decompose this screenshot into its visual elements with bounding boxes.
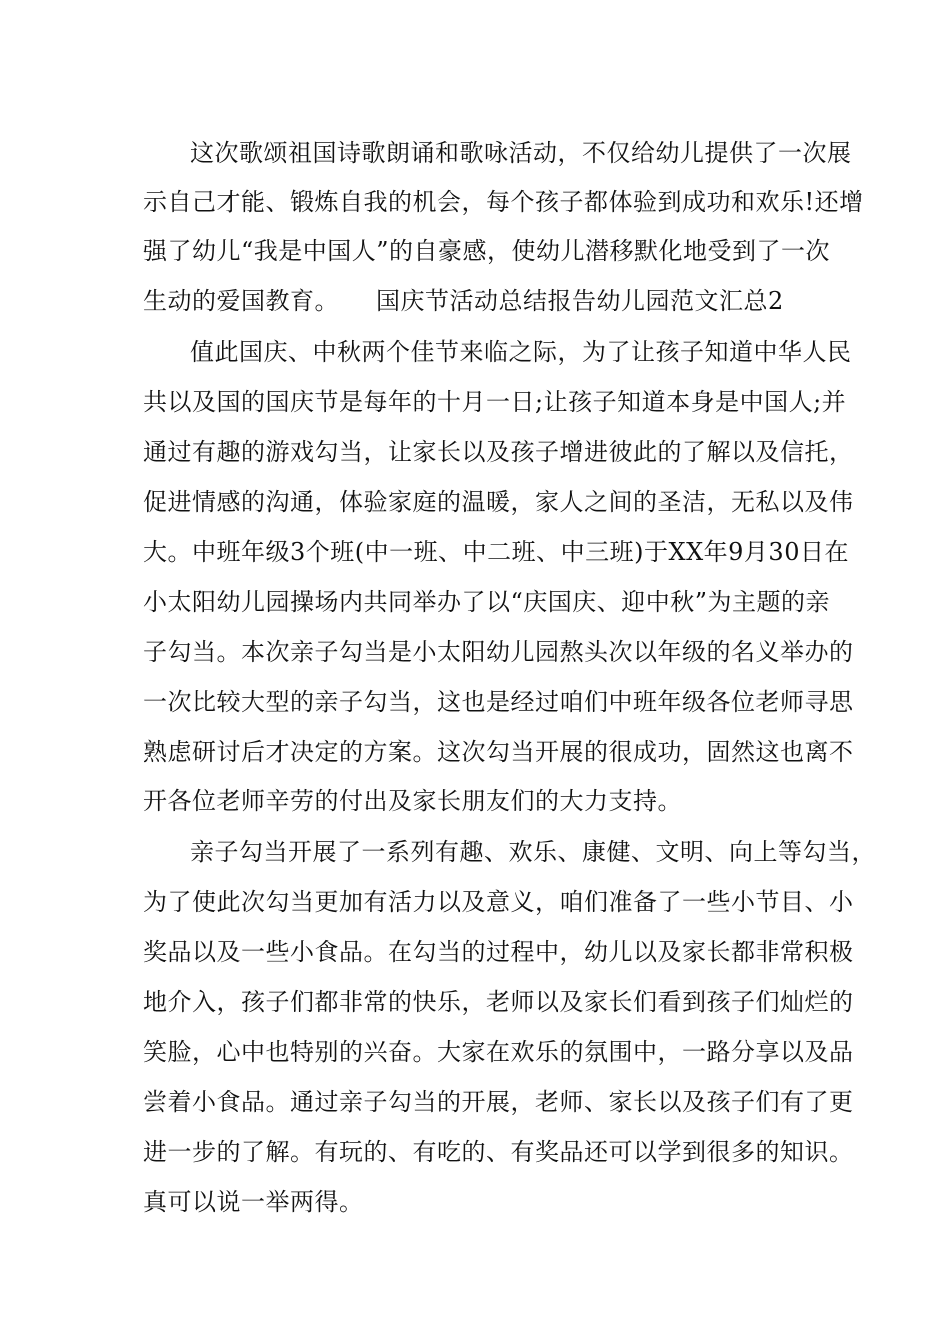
text-line: 熟虑研讨后才决定的方案。这次勾当开展的很成功，固然这也离不 bbox=[143, 738, 854, 766]
text-line: 真可以说一举两得。 bbox=[143, 1188, 364, 1216]
text-line: 为了使此次勾当更加有活力以及意义，咱们准备了一些小节目、小 bbox=[143, 888, 854, 916]
text-line: 促进情感的沟通，体验家庭的温暖，家人之间的圣洁，无私以及伟 bbox=[143, 488, 854, 516]
text-line: 小太阳幼儿园操场内共同举办了以“庆国庆、迎中秋”为主题的亲 bbox=[143, 588, 831, 616]
text-line: 共以及国的国庆节是每年的十月一日;让孩子知道本身是中国人;并 bbox=[143, 388, 847, 416]
text-line: 奖品以及一些小食品。在勾当的过程中，幼儿以及家长都非常积极 bbox=[143, 938, 854, 966]
text-line: 子勾当。本次亲子勾当是小太阳幼儿园熬头次以年级的名义举办的 bbox=[143, 638, 854, 666]
text-line: 亲子勾当开展了一系列有趣、欢乐、康健、文明、向上等勾当， bbox=[190, 838, 876, 866]
text-line: 尝着小食品。通过亲子勾当的开展，老师、家长以及孩子们有了更 bbox=[143, 1088, 854, 1116]
text-line: 开各位老师辛劳的付出及家长朋友们的大力支持。 bbox=[143, 787, 682, 815]
text-line: 这次歌颂祖国诗歌朗诵和歌咏活动，不仅给幼儿提供了一次展 bbox=[190, 139, 852, 167]
text-line: 强了幼儿“我是中国人”的自豪感，使幼儿潜移默化地受到了一次 bbox=[143, 237, 831, 265]
text-line: 生动的爱国教育。 国庆节活动总结报告幼儿园范文汇总2 bbox=[143, 287, 784, 315]
text-line: 大。中班年级3个班(中一班、中二班、中三班)于XX年9月30日在 bbox=[143, 538, 849, 566]
text-line: 地介入，孩子们都非常的快乐，老师以及家长们看到孩子们灿烂的 bbox=[143, 988, 854, 1016]
text-line: 示自己才能、锻炼自我的机会，每个孩子都体验到成功和欢乐!还增 bbox=[143, 188, 864, 216]
text-line: 一次比较大型的亲子勾当，这也是经过咱们中班年级各位老师寻思 bbox=[143, 688, 854, 716]
text-line: 通过有趣的游戏勾当，让家长以及孩子增进彼此的了解以及信托， bbox=[143, 438, 854, 466]
text-line: 进一步的了解。有玩的、有吃的、有奖品还可以学到很多的知识。 bbox=[143, 1138, 854, 1166]
text-line: 笑脸，心中也特别的兴奋。大家在欢乐的氛围中，一路分享以及品 bbox=[143, 1038, 854, 1066]
text-line: 值此国庆、中秋两个佳节来临之际，为了让孩子知道中华人民 bbox=[190, 338, 852, 366]
